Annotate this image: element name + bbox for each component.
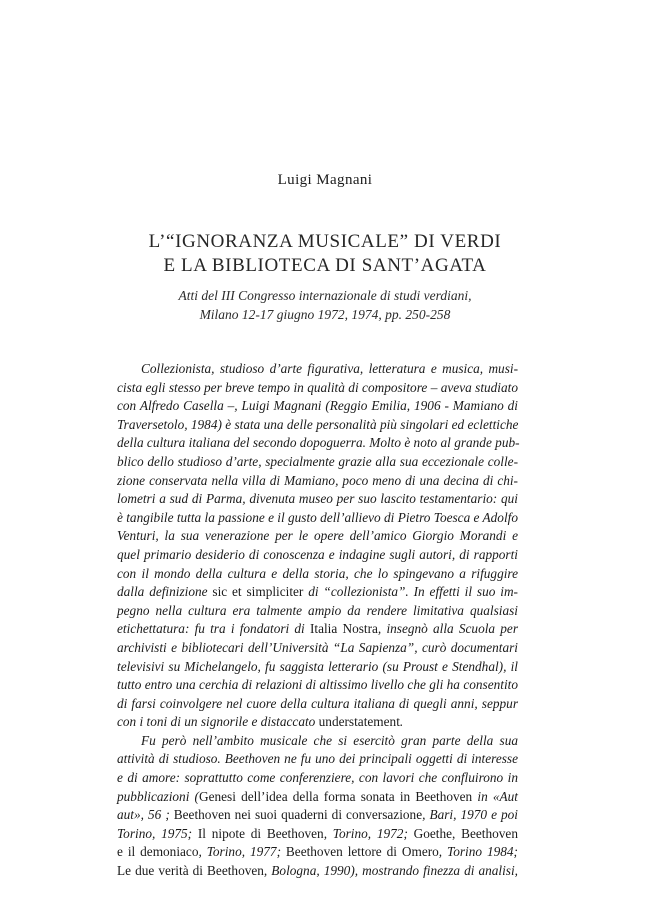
text-span: aut», 56 ; bbox=[117, 807, 174, 823]
text-span: , Torino, 1977; bbox=[198, 844, 286, 860]
text-span: etichettatura: fu tra i fondatori di bbox=[117, 621, 310, 637]
text-span: di “collezionista”. In effetti il suo im- bbox=[303, 584, 518, 600]
text-line: cista egli stesso per breve tempo in qualità di compositore – aveva studiato bbox=[117, 379, 518, 395]
source-line: Atti del III Congresso internazionale di studi verdiani, bbox=[178, 288, 472, 303]
text-span: . bbox=[399, 714, 404, 730]
text-line bbox=[117, 620, 518, 639]
source-citation bbox=[0, 286, 650, 324]
text-span: con i toni di un signorile e distaccato bbox=[117, 714, 319, 730]
body-text bbox=[117, 360, 518, 881]
text-line bbox=[117, 843, 518, 862]
text-line bbox=[117, 713, 518, 732]
text-span: Beethoven lettore di Omero bbox=[285, 844, 439, 860]
text-line: di farsi coinvolgere nel cuore della cultura italiana di quegli anni, seppur bbox=[117, 695, 518, 711]
text-line: e di amore: soprattutto come conferenziere, con lavori che confluirono in bbox=[117, 770, 518, 786]
text-span: , Bari, 1970 e poi bbox=[422, 807, 518, 823]
text-span: , insegnò alla Scuola per bbox=[377, 621, 518, 637]
text-line: è tangibile tutta la passione e il gusto dell’allievo di Pietro Toesca e Adolfo bbox=[117, 509, 518, 525]
chapter-title bbox=[0, 230, 650, 278]
text-line: con Alfredo Casella –, Luigi Magnani (Reggio Emilia, 1906 - Mamiano di bbox=[117, 398, 518, 414]
text-span: , Torino, 1972; bbox=[323, 825, 414, 841]
text-span: dalla definizione bbox=[117, 584, 213, 600]
text-line: quel primario desiderio di conoscenza e indagine sugli autori, di rapporti bbox=[117, 546, 518, 562]
text-line: blico dello studioso d’arte, specialmente grazie alla sua eccezionale colle- bbox=[117, 453, 518, 469]
text-span: understatement bbox=[318, 714, 400, 730]
text-span: , Bologna, 1990), mostrando finezza di analisi, bbox=[263, 863, 518, 879]
text-span: pubblicazioni ( bbox=[117, 788, 199, 804]
text-span: in «Aut bbox=[472, 788, 518, 804]
text-line bbox=[117, 788, 518, 807]
text-line: televisivi su Michelangelo, fu saggista letterario (su Proust e Stendhal), il bbox=[117, 658, 518, 674]
text-line: Fu però nell’ambito musicale che si esercitò gran parte della sua bbox=[141, 732, 518, 748]
text-line bbox=[117, 806, 518, 825]
text-span: Le due verità di Beethoven bbox=[117, 863, 264, 879]
text-span: Beethoven nei suoi quaderni di conversazione bbox=[173, 807, 423, 823]
text-line: tutto entro una cerchia di relazioni di altissimo livello che gli ha consentito bbox=[117, 677, 518, 693]
text-line: Collezionista, studioso d’arte figurativa, letteratura e musica, musi- bbox=[141, 361, 518, 376]
title-line: L’“IGNORANZA MUSICALE” DI VERDI bbox=[148, 231, 502, 252]
text-span: Goethe, Beethoven bbox=[413, 825, 518, 841]
text-span: , Torino 1984; bbox=[438, 844, 518, 860]
text-line bbox=[117, 825, 518, 844]
text-line: Venturi, la sua venerazione per le opere dell’amico Giorgio Morandi e bbox=[117, 528, 518, 544]
text-span: Torino, 1975; bbox=[117, 825, 198, 841]
text-span: Il nipote di Beethoven bbox=[197, 825, 324, 841]
text-span: Genesi dell’idea della forma sonata in Beethoven bbox=[199, 788, 473, 804]
author-name: Luigi Magnani bbox=[277, 172, 373, 188]
text-line bbox=[117, 583, 518, 602]
text-span: sic et simpliciter bbox=[212, 584, 304, 600]
text-line: attività di studioso. Beethoven ne fu uno dei principali oggetti di interesse bbox=[117, 751, 518, 767]
text-line: pegno nella cultura era talmente ampio da rendere limitativa qualsiasi bbox=[117, 602, 518, 618]
text-line bbox=[117, 862, 518, 881]
text-span: e il demoniaco bbox=[117, 844, 199, 860]
title-line: E LA BIBLIOTECA DI SANT’AGATA bbox=[163, 255, 487, 276]
text-line: lometri a sud di Parma, divenuta museo per suo lascito testamentario: qui bbox=[117, 491, 518, 507]
text-line: della cultura italiana del secondo dopoguerra. Molto è noto al grande pub- bbox=[117, 435, 520, 451]
text-line: archivisti e bibliotecari dell’Università “La Sapienza”, curò documentari bbox=[117, 639, 518, 655]
text-line: Traversetolo, 1984) è stata una delle personalità più singolari ed eclettiche bbox=[117, 416, 519, 432]
source-line: Milano 12-17 giugno 1972, 1974, pp. 250-258 bbox=[199, 307, 451, 322]
text-line: con il mondo della cultura e della storia, che lo spingevano a rifuggire bbox=[117, 565, 518, 581]
text-line: zione conservata nella villa di Mamiano, poco meno di una decina di chi- bbox=[117, 472, 518, 488]
text-span: Italia Nostra bbox=[309, 621, 378, 637]
